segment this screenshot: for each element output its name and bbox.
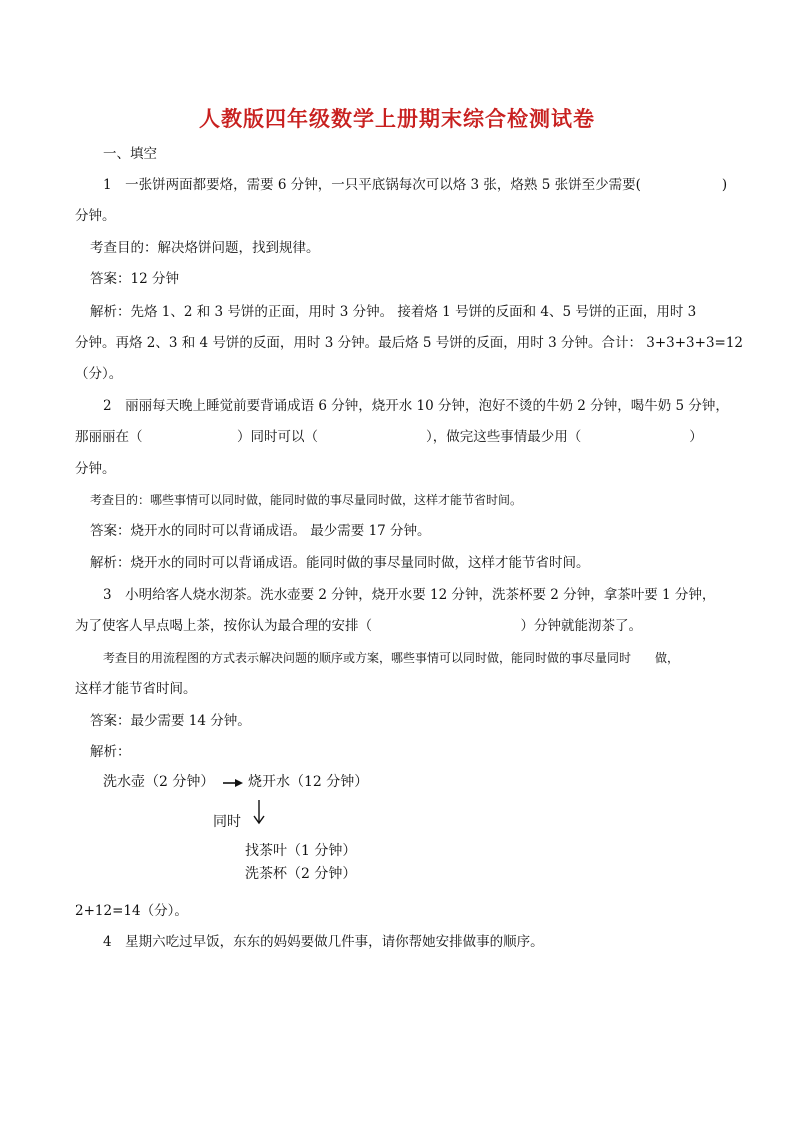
- q4-text-line1: 4 星期六吃过早饭，东东的妈妈要做几件事，请你帮她安排做事的顺序。: [103, 934, 544, 950]
- q2-text-line1: 2 丽丽每天晚上睡觉前要背诵成语 6 分钟，烧开水 10 分钟，泡好不烫的牛奶 2 分钟，喝牛奶 5 分钟，: [103, 398, 729, 414]
- q3-purpose-line2: 这样才能节省时间。: [75, 681, 197, 697]
- q1-analysis-line3: （分）。: [75, 366, 123, 382]
- flow-task-wash-cups: 洗茶杯（2 分钟）: [245, 866, 357, 882]
- q2-answer: 答案：烧开水的同时可以背诵成语。 最少需要 17 分钟。: [90, 523, 431, 539]
- q1-text-line1: 1 一张饼两面都要烙，需要 6 分钟，一只平底锅每次可以烙 3 张，烙熟 5 张饼至少需要( ): [103, 177, 728, 193]
- q3-analysis: 解析：: [90, 744, 131, 760]
- q1-text-line2: 分钟。: [75, 208, 116, 224]
- q3-total: 2+12=14（分）。: [75, 903, 188, 919]
- q1-analysis-line1: 解析：先烙 1、2 和 3 号饼的正面，用时 3 分钟。 接着烙 1 号饼的反面和 4、5 号饼的正面，用时 3: [90, 304, 697, 320]
- q2-purpose: 考查目的：哪些事情可以同时做，能同时做的事尽量同时做，这样才能节省时间。: [90, 493, 523, 507]
- q2-text-line3: 分钟。: [75, 461, 116, 477]
- flow-simultaneous-label: 同时: [213, 814, 241, 830]
- flow-task-find-tea: 找茶叶（1 分钟）: [245, 843, 357, 859]
- page-title: 人教版四年级数学上册期末综合检测试卷: [199, 106, 595, 131]
- q1-purpose: 考查目的：解决烙饼问题，找到规律。: [90, 240, 320, 256]
- flow-step-boil-water: 烧开水（12 分钟）: [248, 774, 369, 790]
- q3-answer: 答案：最少需要 14 分钟。: [90, 713, 251, 729]
- q2-analysis: 解析：烧开水的同时可以背诵成语。能同时做的事尽量同时做，这样才能节省时间。: [90, 555, 590, 571]
- flow-step-wash-kettle: 洗水壶（2 分钟）: [103, 774, 215, 790]
- section-heading: 一、填空: [103, 146, 157, 162]
- q3-purpose-line1: 考查目的用流程图的方式表示解决问题的顺序或方案，哪些事情可以同时做，能同时做的事尽量同时 做，: [103, 651, 680, 665]
- right-arrow-icon: [222, 775, 244, 791]
- q1-analysis-line2: 分钟。再烙 2、3 和 4 号饼的反面，用时 3 分钟。最后烙 5 号饼的反面，用时 3 分钟。合计： 3+3+3+3=12: [75, 335, 744, 351]
- q3-text-line2: 为了使客人早点喝上茶，按你认为最合理的安排（ ）分钟就能沏茶了。: [75, 618, 642, 634]
- q2-text-line2: 那丽丽在（ ）同时可以（ ），做完这些事情最少用（ ）: [75, 429, 703, 445]
- q3-text-line1: 3 小明给客人烧水沏茶。洗水壶要 2 分钟，烧开水要 12 分钟，洗茶杯要 2 分钟，拿茶叶要 1 分钟，: [103, 587, 716, 603]
- q1-answer: 答案：12 分钟: [90, 271, 179, 287]
- down-arrow-icon: [252, 799, 266, 825]
